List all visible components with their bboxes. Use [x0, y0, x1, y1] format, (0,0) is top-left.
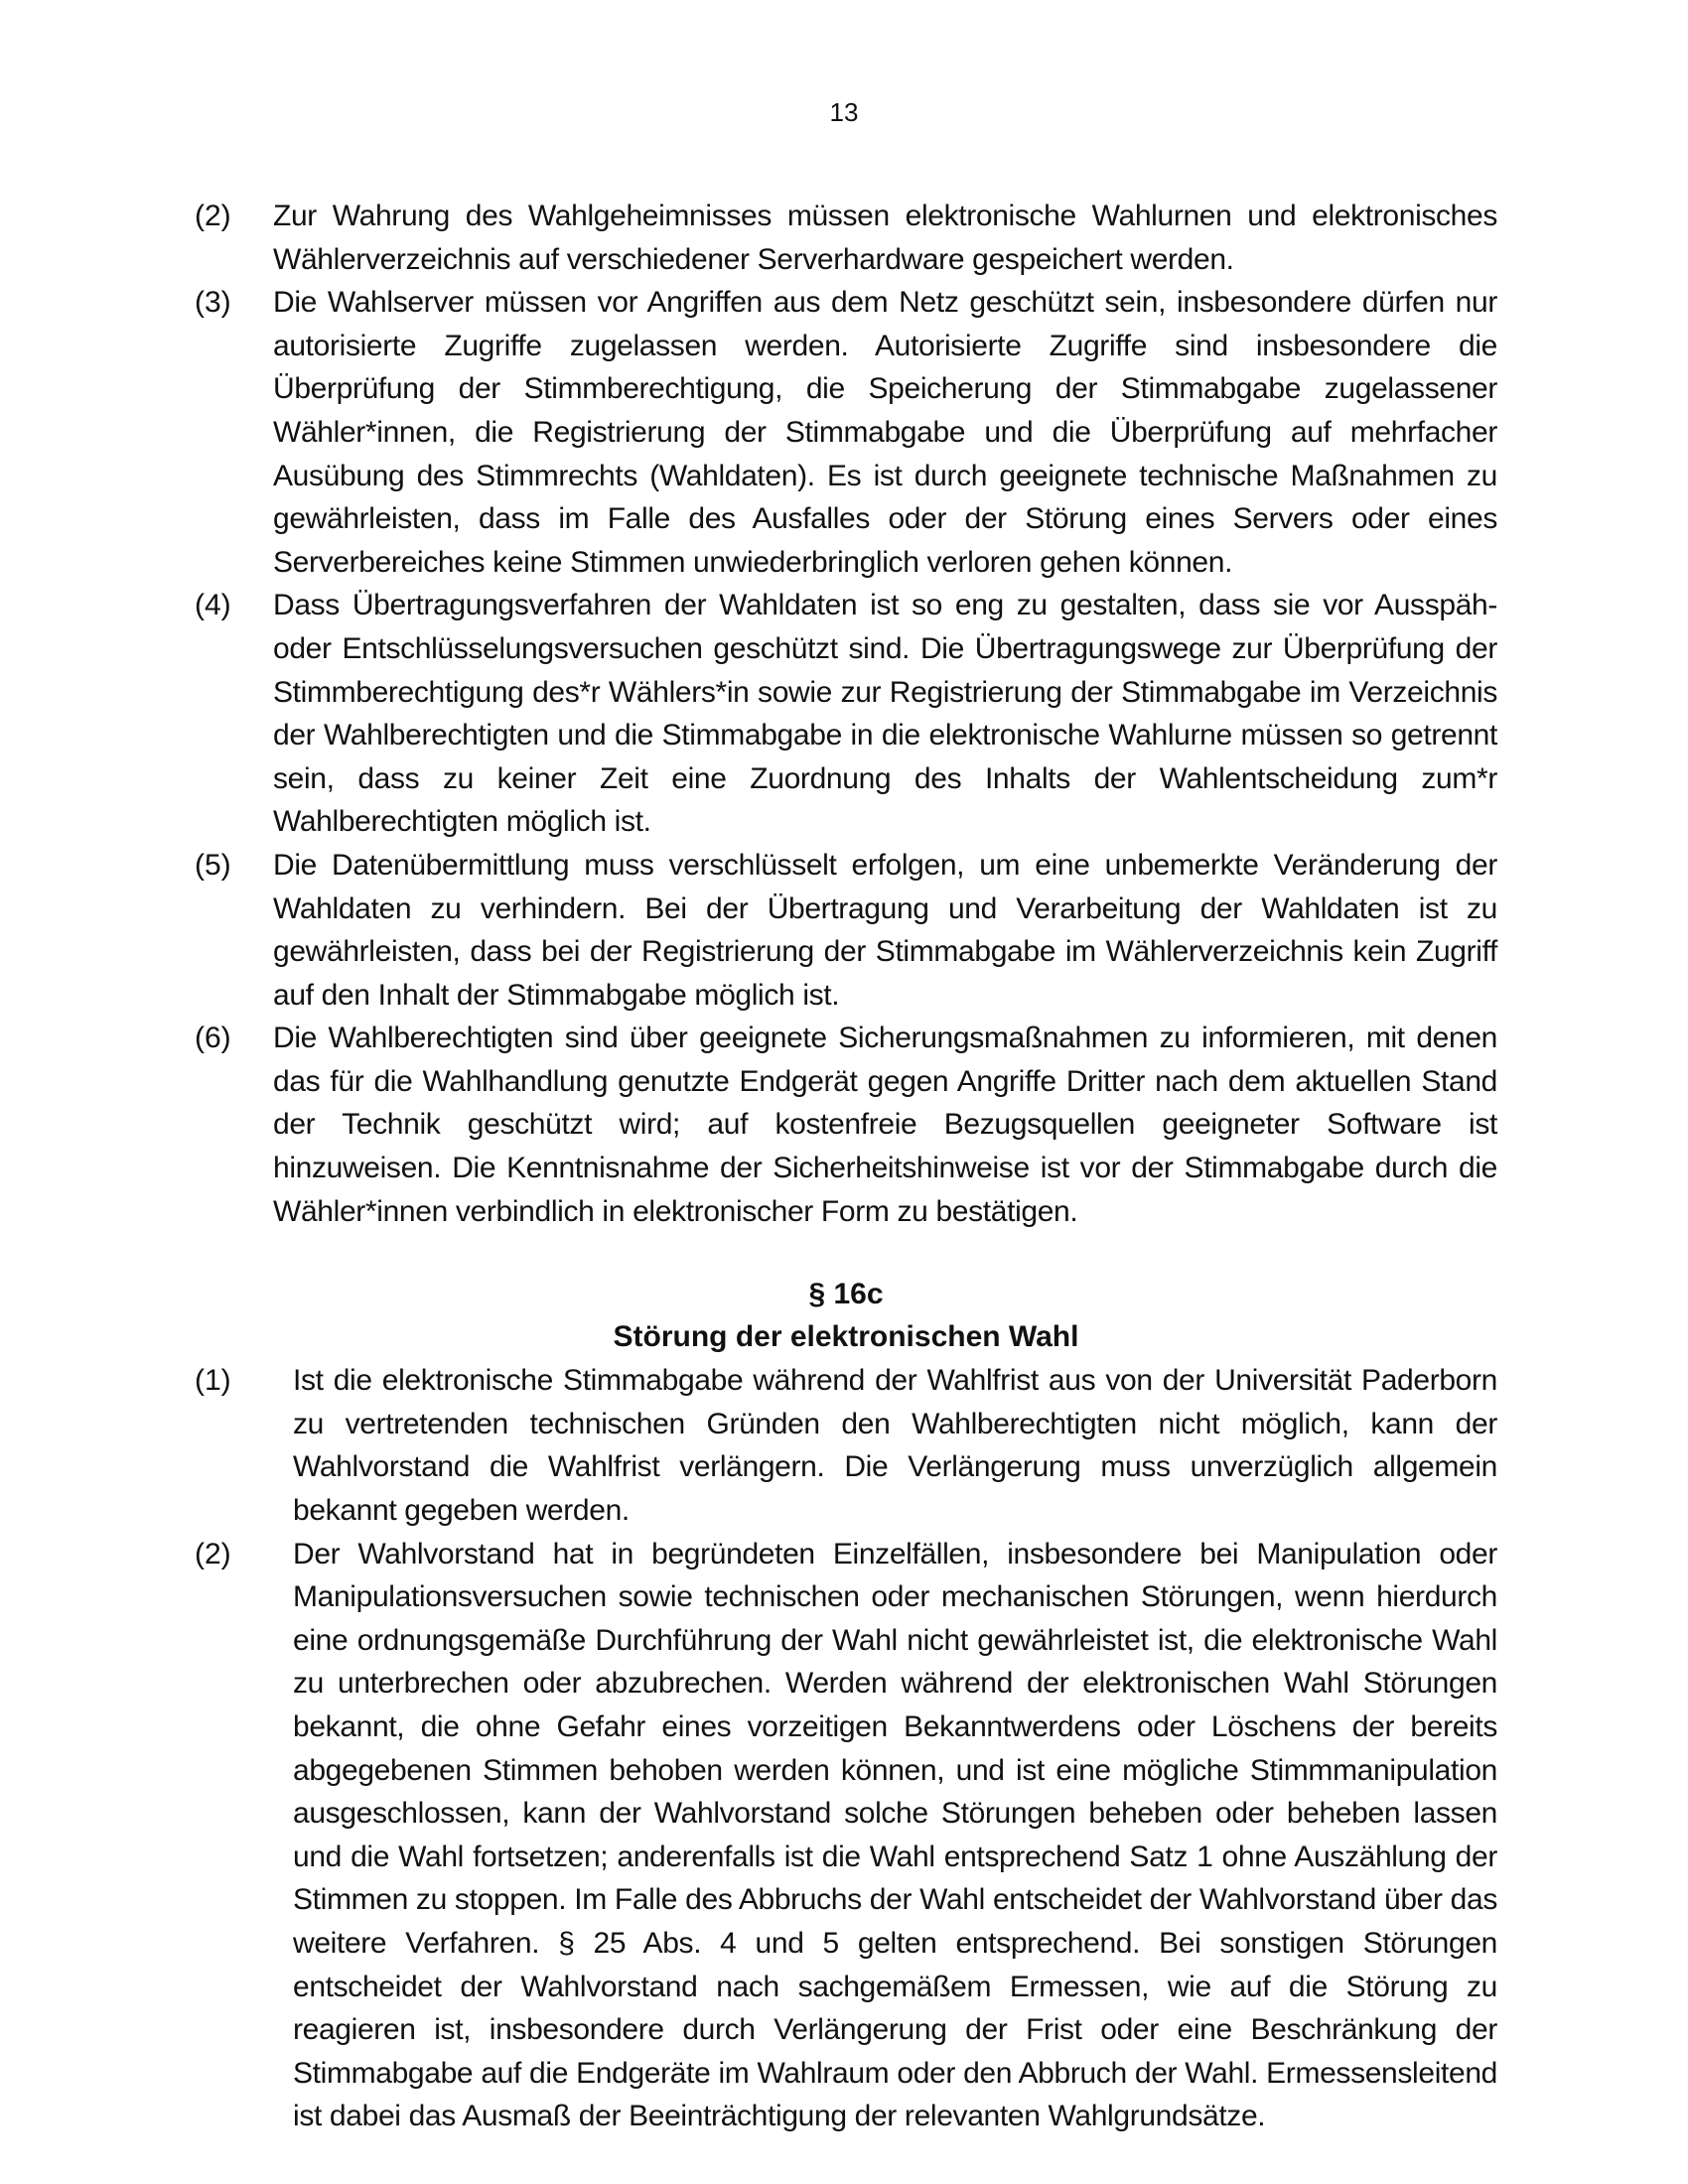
paragraph-number: (6) [195, 1022, 231, 1055]
paragraph-text: Dass Übertragungsverfahren der Wahldaten ist so eng zu gestalten, dass sie vor Ausspäh- oder Entschlüsselungsversuchen geschützt sind. Die Übertragungswege zur Überprüfung der Stimmberechtigung des*r Wählers*in sowie zur Registrierung der Stimmabgabe im Verzeichnis der Wahlberechtigten und die Stimmabgabe in die elektronische Wahlurne müssen so getrennt sein, dass zu keiner Zeit eine Zuordnung des Inhalts der Wahlentscheidung zum*r Wahlberechtigten möglich ist. [273, 589, 1497, 839]
document-content [195, 195, 1497, 2138]
paragraph-text: Die Wahlserver müssen vor Angriffen aus dem Netz geschützt sein, insbesondere dürfen nur autorisierte Zugriffe zugelassen werden. Autorisierte Zugriffe sind insbesondere die Überprüfung der Stimmberechtigung, die Speicherung der Stimmabgabe zugelassener Wähler*innen, die Registrierung der Stimmabgabe und die Überprüfung auf mehrfacher Ausübung des Stimmrechts (Wahldaten). Es ist durch geeignete technische Maßnahmen zu gewährleisten, dass im Falle des Ausfalles oder der Störung eines Servers oder eines Serverbereiches keine Stimmen unwiederbringlich verloren gehen können. [273, 286, 1497, 579]
paragraph-text: Die Wahlberechtigten sind über geeignete Sicherungsmaßnahmen zu informieren, mit denen das für die Wahlhandlung genutzte Endgerät gegen Angriffe Dritter nach dem aktuellen Stand der Technik geschützt wird; auf kostenfreie Bezugsquellen geeigneter Software ist hinzuweisen. Die Kenntnisnahme der Sicherheitshinweise ist vor der Stimmabgabe durch die Wähler*innen verbindlich in elektronischer Form zu bestätigen. [273, 1022, 1497, 1228]
section-number: § 16c [808, 1278, 884, 1311]
page-number: 13 [829, 97, 859, 127]
paragraph-4 [195, 584, 1497, 844]
paragraph-number: (2) [195, 1537, 231, 1570]
paragraph-number: (5) [195, 848, 231, 882]
section-16c-paragraph-2 [195, 1533, 1497, 2138]
paragraph-6 [195, 1017, 1497, 1233]
paragraph-text: Zur Wahrung des Wahlgeheimnisses müssen elektronische Wahlurnen und elektronisches Wählerverzeichnis auf verschiedener Serverhardware gespeichert werden. [273, 200, 1497, 276]
section-title: Störung der elektronischen Wahl [613, 1320, 1079, 1354]
paragraph-2 [195, 195, 1497, 281]
section-16c-paragraph-1 [195, 1359, 1497, 1532]
paragraph-5 [195, 844, 1497, 1017]
paragraph-number: (4) [195, 589, 231, 622]
paragraph-3 [195, 281, 1497, 584]
paragraph-text: Ist die elektronische Stimmabgabe während der Wahlfrist aus von der Universität Paderborn zu vertretenden technischen Gründen den Wahlberechtigten nicht möglich, kann der Wahlvorstand die Wahlfrist verlängern. Die Verlängerung muss unverzüglich allgemein bekannt gegeben werden. [293, 1364, 1497, 1528]
paragraph-text: Der Wahlvorstand hat in begründeten Einzelfällen, insbesondere bei Manipulation oder Manipulationsversuchen sowie technischen oder mechanischen Störungen, wenn hierdurch eine ordnungsgemäße Durchführung der Wahl nicht gewährleistet ist, die elektronische Wahl zu unterbrechen oder abzubrechen. Werden während der elektronischen Wahl Störungen bekannt, die ohne Gefahr eines vorzeitigen Bekanntwerdens oder Löschens der bereits abgegebenen Stimmen behoben werden können, und ist eine mögliche Stimmmanipulation ausgeschlossen, kann der Wahlvorstand solche Störungen beheben oder beheben lassen und die Wahl fortsetzen; anderenfalls ist die Wahl entsprechend Satz 1 ohne Auszählung der Stimmen zu stoppen. Im Falle des Abbruchs der Wahl entscheidet der Wahlvorstand über das weitere Verfahren. § 25 Abs. 4 und 5 gelten entsprechend. Bei sonstigen Störungen entscheidet der Wahlvorstand nach sachgemäßem Ermessen, wie auf die Störung zu reagieren ist, insbesondere durch Verlängerung der Frist oder eine Beschränkung der Stimmabgabe auf die Endgeräte im Wahlraum oder den Abbruch der Wahl. Ermessensleitend ist dabei das Ausmaß der Beeinträchtigung der relevanten Wahlgrundsätze. [293, 1537, 1497, 2133]
paragraph-text: Die Datenübermittlung muss verschlüsselt erfolgen, um eine unbemerkte Veränderung der Wahldaten zu verhindern. Bei der Übertragung und Verarbeitung der Wahldaten ist zu gewährleisten, dass bei der Registrierung der Stimmabgabe im Wählerverzeichnis kein Zugriff auf den Inhalt der Stimmabgabe möglich ist. [273, 848, 1497, 1012]
paragraph-number: (2) [195, 200, 231, 232]
paragraph-number: (3) [195, 286, 231, 320]
paragraph-number: (1) [195, 1364, 231, 1398]
